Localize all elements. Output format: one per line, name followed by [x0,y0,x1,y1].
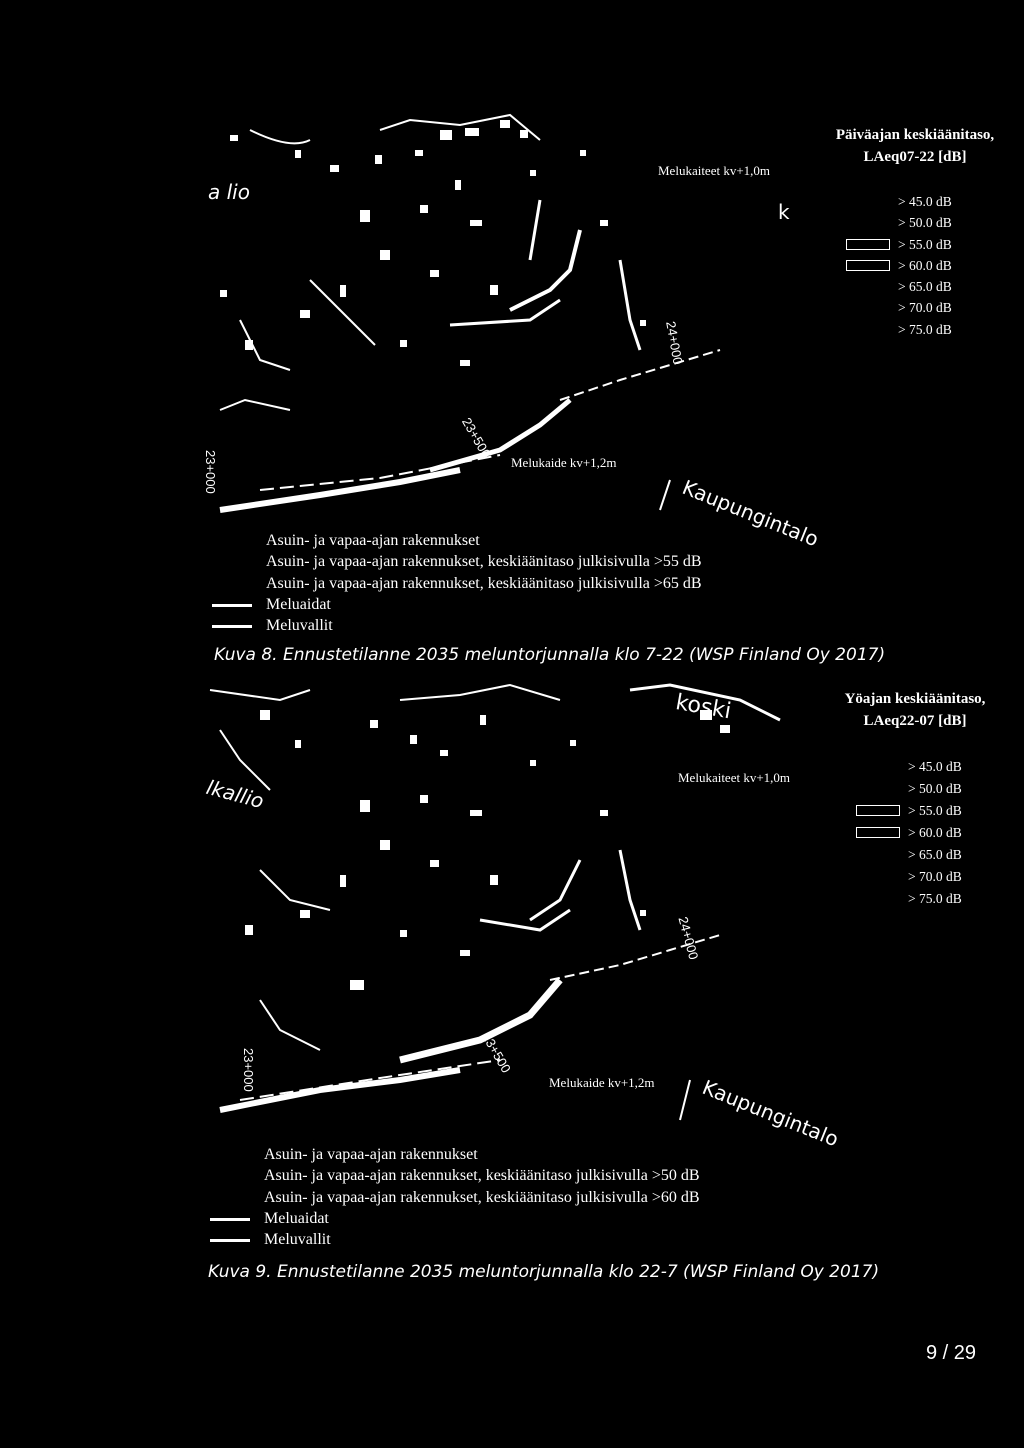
legend-swatch [856,761,900,772]
legend-title-day [806,124,1024,168]
key-item-meluvallit [208,1229,700,1250]
legend-label: > 70.0 dB [908,869,962,884]
legend-item [856,756,962,778]
key-label: Asuin- ja vapaa-ajan rakennukset, keskiäänitaso julkisivulla >65 dB [266,574,702,592]
legend-swatch [856,805,900,816]
legend-swatch [846,281,890,292]
key-label: Meluvallit [266,617,333,635]
key-label: Asuin- ja vapaa-ajan rakennukset, keskiäänitaso julkisivulla >50 dB [264,1167,700,1185]
legend-list-day [846,191,952,340]
place-label-right: Kaupungintalo [699,1075,843,1152]
legend-swatch [846,196,890,207]
map-linework [200,680,820,1140]
chainage-label-a: 23+000 [203,450,218,494]
legend-item [846,297,952,318]
legend-item [856,800,962,822]
key-label: Asuin- ja vapaa-ajan rakennukset [264,1146,478,1163]
legend-label: > 50.0 dB [908,781,962,796]
legend-title-line1: Päiväajan keskiäänitaso, [835,127,995,143]
key-label: Meluvallit [264,1231,331,1249]
chainage-label-b: 23+500 [479,1030,514,1076]
legend-swatch [856,893,900,904]
key-item-buildings-50 [208,1165,700,1186]
figure-caption-9: Kuva 9. Ennustetilanne 2035 meluntorjunnalla klo 22-7 (WSP Finland Oy 2017) [208,1262,880,1282]
key-line-symbol [210,1218,250,1221]
legend-label: > 60.0 dB [908,825,962,840]
legend-item [856,888,962,910]
key-label: Asuin- ja vapaa-ajan rakennukset [266,532,480,549]
place-label-left: a lio [208,180,250,204]
legend-item [846,319,952,340]
chainage-label-c: 24+000 [675,915,702,962]
legend-swatch [856,849,900,860]
place-label-right: Kaupungintalo [679,475,823,552]
legend-title-line2: LAeq07-22 [dB] [863,149,967,165]
chainage-label-c: 24+000 [663,320,686,366]
key-line-symbol [212,625,252,628]
key-label: Meluaidat [264,1209,329,1227]
key-item-buildings [208,1144,700,1165]
legend-label: > 70.0 dB [898,300,952,316]
legend-label: > 45.0 dB [898,194,952,209]
legend-swatch [846,239,890,250]
legend-item [856,844,962,866]
legend-label: > 55.0 dB [898,236,952,252]
legend-title-night [806,688,1024,732]
legend-label: > 45.0 dB [908,759,962,774]
legend-item [846,276,952,297]
key-item-buildings-60 [208,1187,700,1208]
legend-item [846,255,952,276]
legend-label: > 75.0 dB [898,321,952,337]
key-item-buildings [210,530,702,551]
chainage-label-a: 23+000 [241,1048,256,1092]
legend-item [856,778,962,800]
place-label-left: lkallio [203,775,267,814]
legend-label: > 65.0 dB [908,847,962,862]
legend-item [856,866,962,888]
key-line-symbol [210,1239,250,1242]
legend-swatch [856,871,900,882]
legend-swatch [856,827,900,838]
legend-list-night [856,756,962,910]
map-key-day [210,530,702,636]
key-item-buildings-65 [210,573,702,594]
key-item-meluaidat [210,594,702,615]
legend-title-line1: Yöajan keskiäänitaso, [844,691,986,707]
key-item-meluaidat [208,1208,700,1229]
legend-item [846,191,952,212]
legend-item [846,212,952,233]
legend-swatch [846,217,890,228]
legend-swatch [846,324,890,335]
chainage-label-b: 23+500 [459,415,494,461]
legend-swatch [856,783,900,794]
legend-label: > 75.0 dB [908,891,962,906]
page-number: 9 / 29 [925,1342,976,1364]
key-label: Asuin- ja vapaa-ajan rakennukset, keskiäänitaso julkisivulla >60 dB [264,1188,700,1206]
legend-label: > 60.0 dB [898,257,952,273]
legend-title-line2: LAeq22-07 [dB] [863,713,967,729]
figure-caption-8: Kuva 8. Ennustetilanne 2035 meluntorjunnalla klo 7-22 (WSP Finland Oy 2017) [214,645,886,665]
key-item-buildings-55 [210,551,702,572]
key-item-meluvallit [210,615,702,636]
key-line-symbol [212,604,252,607]
key-label: Asuin- ja vapaa-ajan rakennukset, keskiäänitaso julkisivulla >55 dB [266,553,702,571]
noise-map-night [200,680,843,1152]
key-label: Meluaidat [266,595,331,613]
legend-label: > 55.0 dB [908,803,962,818]
melukaide-label: Melukaide kv+1,2m [511,455,617,470]
melukaide-label: Melukaide kv+1,2m [549,1075,655,1090]
legend-label: > 50.0 dB [898,215,952,231]
place-label-top: k [778,200,790,224]
legend-item [846,234,952,255]
legend-swatch [846,260,890,271]
melukaiteet-label: Melukaiteet kv+1,0m [678,770,791,785]
melukaiteet-label: Melukaiteet kv+1,0m [658,163,771,178]
place-label-top: koski [673,690,733,725]
legend-label: > 65.0 dB [898,279,952,295]
legend-swatch [846,302,890,313]
map-key-night [208,1144,700,1250]
legend-item [856,822,962,844]
